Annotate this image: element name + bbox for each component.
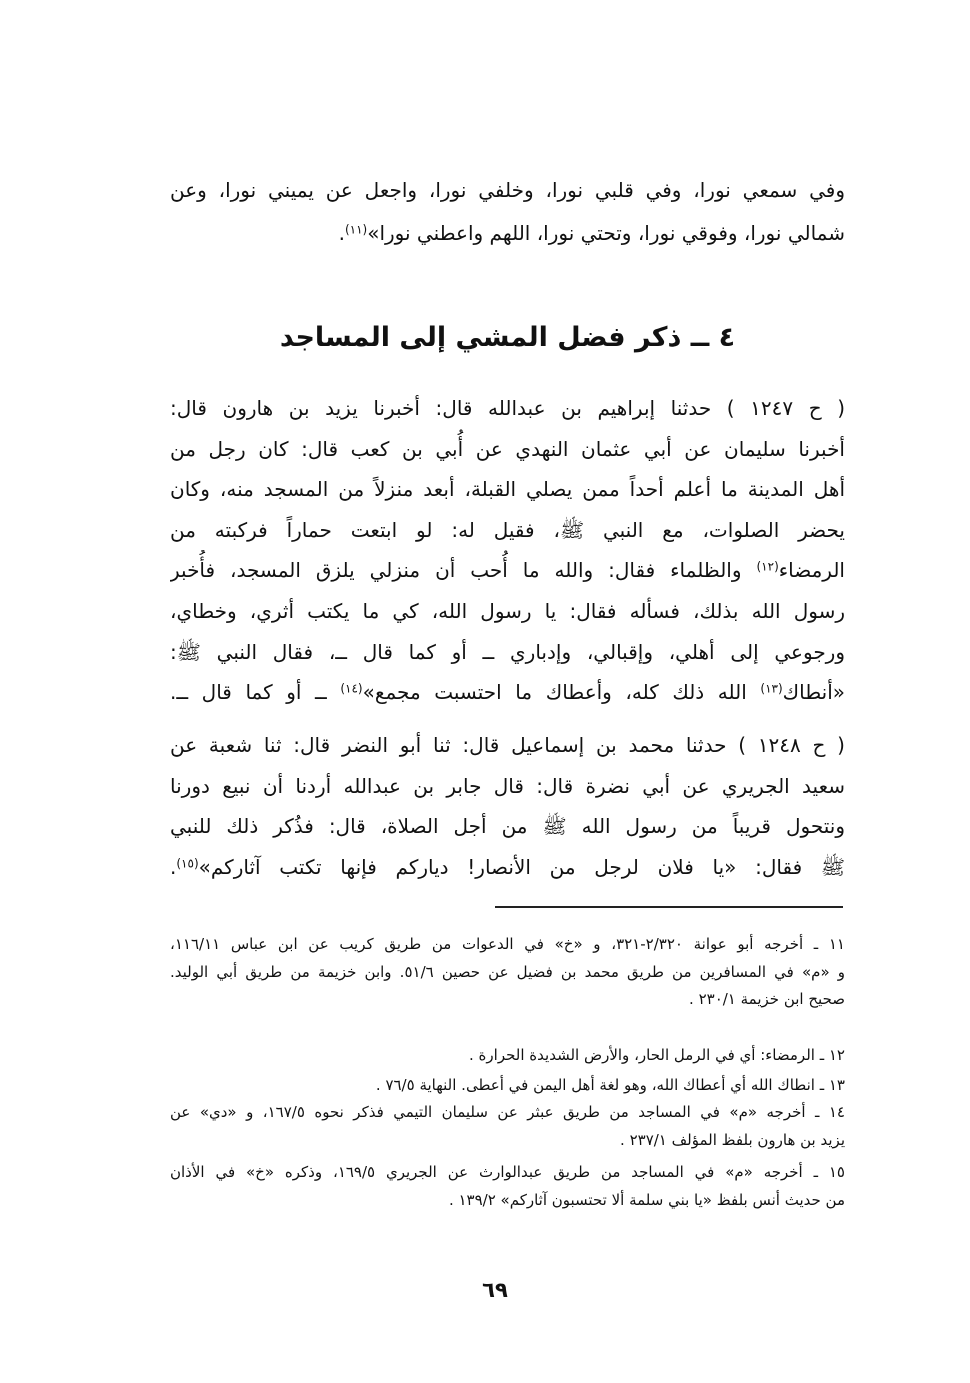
footnote-line: ١٥ ـ أخرجه «م» في المساجد من طريق عبدالوارث عن الجريري ١٦٩/٥، وذكره «خ» في الأذان <box>170 1163 845 1181</box>
text-line <box>170 847 845 888</box>
footnote-line: صحيح ابن خزيمة ٢٣٠/١ . <box>689 990 845 1008</box>
hadith-1248-paragraph <box>170 725 845 887</box>
section-heading: ٤ ــ ذكر فضل المشي إلى المساجد <box>279 322 736 353</box>
footnote-ref: (١٣) <box>760 681 783 696</box>
footnote-line: ١٢ ـ الرمضاء: أي في الرمل الحار، والأرض الشديدة الحرارة . <box>469 1046 845 1064</box>
text-line <box>170 550 845 591</box>
text-line: ( ح ١٢٤٧ ) حدثنا إبراهيم بن عبدالله قال: أخبرنا يزيد بن هارون قال: <box>170 396 845 420</box>
line-text: . <box>170 854 177 879</box>
footnote-ref: (١٤) <box>340 681 363 696</box>
line-text: ــ أو كما قال ــ. <box>170 680 341 705</box>
text-line: رسول الله بذلك، فسأله فقال: يا رسول الله، كي ما يكتب أثري، وخطاي، <box>170 598 845 623</box>
hadith-1247-paragraph <box>170 388 845 713</box>
line-text: ﷺ فقال: «يا فلان لرجل من الأنصار! دياركم فإنها تكتب آثاركم» <box>198 854 845 879</box>
footnote-line: ١١ ـ أخرجه أبو عوانة ٢/٣٢٠-٣٢١، و «خ» في الدعوات من طريق كريب عن ابن عباس ١١٦/١١، <box>170 935 845 953</box>
line-text: والظلماء فقال: والله ما أُحب أن منزلي يلزق المسجد، فأُخبر <box>170 558 757 583</box>
footnote-line: و «م» في المسافرين من طريق محمد بن فضيل عن حصين ٥١/٦. وابن خزيمة من طريق أبي الوليد. <box>170 962 845 981</box>
footnote-12 <box>170 1041 845 1069</box>
line-text: شمالي نورا، وفوقي نورا، وتحتي نورا، اللهم واعطني نورا» <box>367 221 845 245</box>
page-number: ٦٩ <box>482 1278 508 1302</box>
footnote-line: ١٤ ـ أخرجه «م» في المساجد من طريق عبثر عن سليمان التيمي فذكر نحوه ١٦٧/٥، و «دي» عن <box>170 1103 845 1121</box>
text-line <box>170 672 845 713</box>
footnote-14 <box>170 1099 845 1154</box>
footnote-ref: (١٥) <box>176 855 199 870</box>
footnote-11 <box>170 931 845 1014</box>
footnote-ref: (١١) <box>344 222 368 237</box>
text-line: ونتحول قريباً من رسول الله ﷺ من أجل الصلاة، قال: فذُكر ذلك للنبي <box>170 814 845 838</box>
text-line: يحضر الصلوات، مع النبي ﷺ، فقيل له: لو ابتعت حماراً فركبته من <box>170 517 845 542</box>
top-paragraph <box>170 169 845 255</box>
text-line: أخبرنا سليمان عن أبي عثمان النهدي عن أُبي بن كعب قال: كان رجل من <box>170 436 845 461</box>
text-line: سعيد الجريري عن أبي نضرة قال: قال جابر بن عبدالله أردنا أن نبيع دورنا <box>170 773 845 798</box>
text-line: ورجوعي إلى أهلي، وإقبالي، وإدباري ــ أو كما قال ــ، فقال النبي ﷺ: <box>170 639 845 664</box>
text-line: وفي سمعي نورا، وفي قلبي نورا، وخلفي نورا، واجعل عن يميني نورا، وعن <box>170 178 845 202</box>
line-text: . <box>338 221 345 245</box>
footnote-15 <box>170 1158 845 1214</box>
line-text: الرمضاء <box>778 558 845 583</box>
line-text: الله ذلك كله، وأعطاك ما احتسبت مجمع» <box>362 680 761 705</box>
footnote-line: ١٣ ـ انطاك الله أي أعطاك الله، وهو لغة أهل اليمن في أعطى. النهاية ٧٦/٥ . <box>375 1076 845 1094</box>
footnote-13 <box>170 1071 845 1099</box>
footnote-separator <box>495 906 843 908</box>
text-line: أهل المدينة ما أعلم أحداً ممن يصلي القبلة، أبعد منزلاً من المسجد منه، وكان <box>170 477 845 502</box>
text-line <box>170 212 845 255</box>
footnote-line: يزيد بن هارون بلفظ المؤلف ٢٣٧/١ . <box>620 1130 845 1149</box>
text-line: ( ح ١٢٤٨ ) حدثنا محمد بن إسماعيل قال: ثنا أبو النضر قال: ثنا شعبة عن <box>170 733 845 757</box>
footnote-ref: (١٢) <box>756 559 779 574</box>
line-text: «أنطاك <box>782 680 845 705</box>
footnote-line: من حديث أنس بلفظ «يا بني سلمة ألا تحتسبون آثاركم» ١٣٩/٢ . <box>448 1191 845 1209</box>
